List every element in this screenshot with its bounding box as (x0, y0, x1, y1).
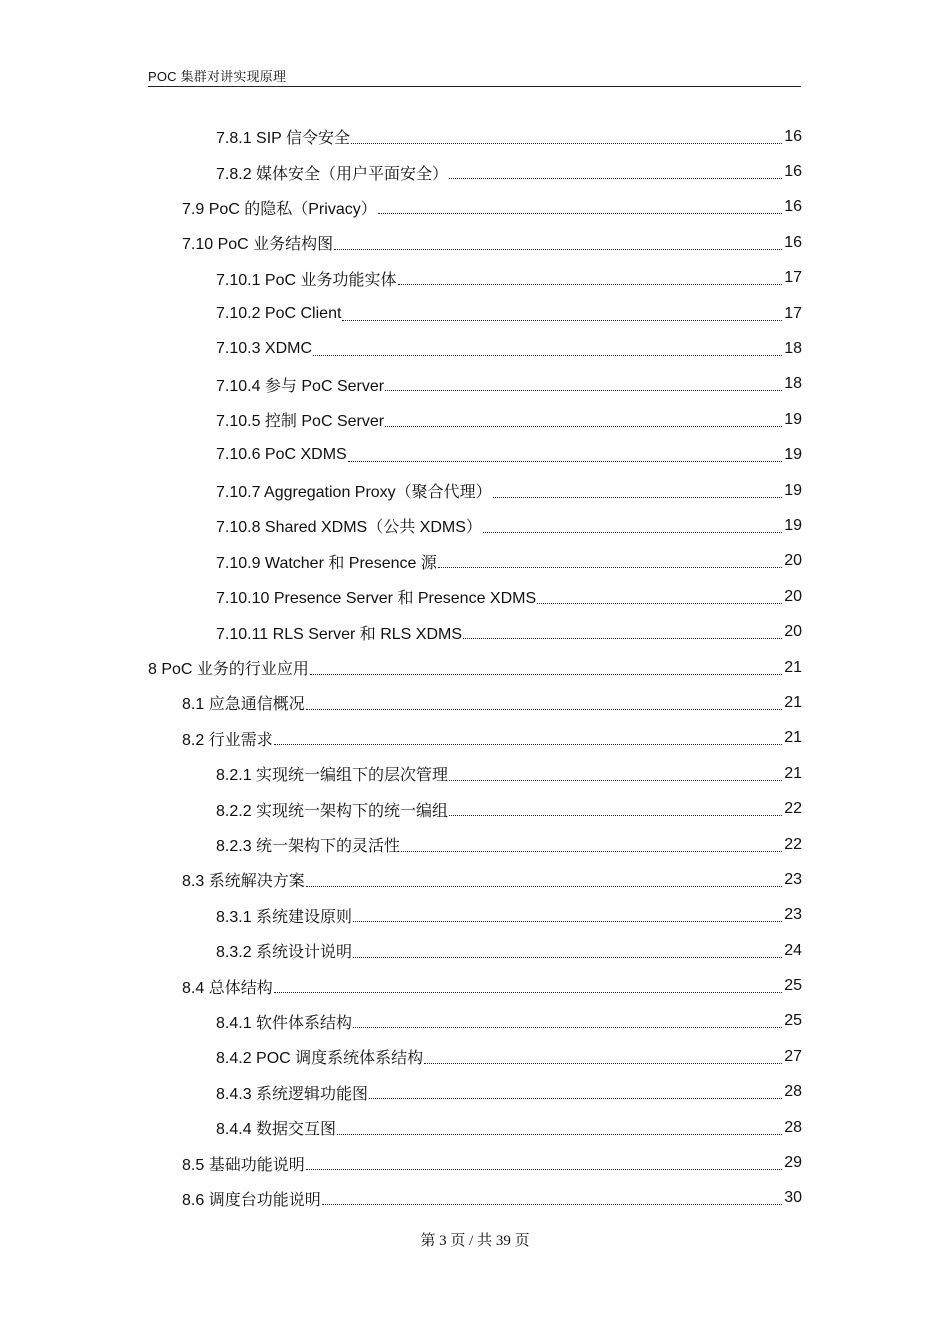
toc-entry-page-number[interactable]: 21 (784, 658, 802, 676)
toc-entry-page-number[interactable]: 29 (784, 1154, 802, 1172)
page-header (148, 64, 801, 87)
toc-entry-page-number[interactable]: 17 (784, 269, 802, 287)
toc-dot-leader (449, 177, 782, 179)
toc-entry[interactable] (148, 1181, 802, 1216)
table-of-contents (148, 119, 802, 1216)
toc-entry-title[interactable]: 7.10.5 控制 PoC Server (216, 413, 385, 431)
toc-entry[interactable] (148, 438, 802, 473)
toc-entry-page-number[interactable]: 19 (784, 446, 802, 464)
toc-entry-title[interactable]: 7.8.1 SIP 信令安全 (216, 130, 350, 148)
toc-dot-leader (306, 885, 783, 887)
toc-entry[interactable] (148, 898, 802, 933)
toc-entry-page-number[interactable]: 23 (784, 870, 802, 888)
toc-entry[interactable] (148, 614, 802, 649)
toc-entry[interactable] (148, 1075, 802, 1110)
toc-entry-title[interactable]: 7.10.6 PoC XDMS (216, 446, 347, 464)
toc-dot-leader (463, 637, 782, 639)
toc-entry[interactable] (148, 1004, 802, 1039)
toc-entry-page-number[interactable]: 19 (784, 481, 802, 499)
toc-entry-page-number[interactable]: 21 (784, 693, 802, 711)
toc-dot-leader (385, 425, 782, 427)
toc-dot-leader (483, 531, 782, 533)
toc-dot-leader (353, 956, 782, 958)
toc-entry-page-number[interactable]: 16 (784, 127, 802, 145)
toc-entry-title[interactable]: 8.4.1 软件体系结构 (216, 1014, 353, 1032)
toc-entry-page-number[interactable]: 20 (784, 552, 802, 570)
toc-dot-leader (348, 460, 782, 462)
toc-entry-page-number[interactable]: 27 (784, 1047, 802, 1065)
toc-entry-page-number[interactable]: 22 (784, 835, 802, 853)
toc-entry-title[interactable]: 7.8.2 媒体安全（用户平面安全） (216, 165, 449, 183)
toc-entry[interactable] (148, 650, 802, 685)
toc-dot-leader (353, 1026, 782, 1028)
toc-entry-title[interactable]: 7.9 PoC 的隐私（Privacy） (182, 200, 377, 218)
toc-entry-title[interactable]: 8.5 基础功能说明 (182, 1156, 305, 1174)
toc-entry-title[interactable]: 8.2.1 实现统一编组下的层次管理 (216, 767, 449, 785)
toc-entry-title[interactable]: 8 PoC 业务的行业应用 (148, 661, 309, 679)
toc-entry-title[interactable]: 7.10.9 Watcher 和 Presence 源 (216, 554, 437, 572)
toc-entry-page-number[interactable]: 19 (784, 516, 802, 534)
page-footer: 第 3 页 / 共 39 页 (420, 1233, 530, 1249)
toc-dot-leader (378, 212, 782, 214)
toc-dot-leader (334, 248, 782, 250)
toc-dot-leader (310, 673, 782, 675)
toc-entry-title[interactable]: 8.3.1 系统建设原则 (216, 908, 353, 926)
toc-entry-title[interactable]: 8.4.4 数据交互图 (216, 1121, 337, 1139)
toc-entry-title[interactable]: 8.4 总体结构 (182, 979, 273, 997)
toc-entry[interactable] (148, 1145, 802, 1180)
toc-entry-title[interactable]: 7.10.1 PoC 业务功能实体 (216, 271, 397, 289)
toc-entry-title[interactable]: 8.2 行业需求 (182, 731, 273, 749)
toc-entry[interactable] (148, 968, 802, 1003)
toc-entry-title[interactable]: 8.1 应急通信概况 (182, 696, 305, 714)
toc-entry[interactable] (148, 1110, 802, 1145)
toc-entry[interactable] (148, 721, 802, 756)
toc-entry-page-number[interactable]: 28 (784, 1118, 802, 1136)
toc-entry[interactable] (148, 791, 802, 826)
toc-entry[interactable] (148, 685, 802, 720)
toc-entry-page-number[interactable]: 24 (784, 941, 802, 959)
toc-entry[interactable] (148, 827, 802, 862)
toc-entry[interactable] (148, 367, 802, 402)
toc-entry[interactable] (148, 508, 802, 543)
toc-entry-title[interactable]: 7.10.3 XDMC (216, 340, 313, 358)
toc-entry-page-number[interactable]: 18 (784, 375, 802, 393)
toc-entry-page-number[interactable]: 21 (784, 729, 802, 747)
toc-entry-title[interactable]: 7.10.2 PoC Client (216, 304, 342, 322)
toc-entry-page-number[interactable]: 25 (784, 977, 802, 995)
toc-entry-page-number[interactable]: 20 (784, 623, 802, 641)
toc-entry[interactable] (148, 756, 802, 791)
toc-dot-leader (537, 602, 782, 604)
toc-entry-page-number[interactable]: 23 (784, 906, 802, 924)
toc-entry-page-number[interactable]: 20 (784, 587, 802, 605)
toc-dot-leader (306, 1168, 783, 1170)
toc-dot-leader (493, 496, 783, 498)
toc-entry[interactable] (148, 473, 802, 508)
toc-dot-leader (351, 142, 782, 144)
toc-entry[interactable] (148, 579, 802, 614)
toc-entry-page-number[interactable]: 21 (784, 764, 802, 782)
toc-dot-leader (398, 283, 783, 285)
toc-entry-page-number[interactable]: 16 (784, 233, 802, 251)
toc-entry-page-number[interactable]: 28 (784, 1083, 802, 1101)
toc-dot-leader (353, 920, 782, 922)
toc-entry[interactable] (148, 402, 802, 437)
toc-dot-leader (313, 354, 782, 356)
toc-entry-title[interactable]: 8.2.3 统一架构下的灵活性 (216, 838, 401, 855)
toc-entry-title[interactable]: 7.10.7 Aggregation Proxy（聚合代理） (216, 484, 492, 502)
toc-entry-title[interactable]: 7.10.4 参与 PoC Server (216, 377, 385, 395)
toc-entry[interactable] (148, 331, 802, 366)
toc-entry-page-number[interactable]: 22 (784, 800, 802, 818)
toc-entry-page-number[interactable]: 30 (784, 1189, 802, 1207)
toc-dot-leader (385, 389, 782, 391)
toc-dot-leader (369, 1097, 782, 1099)
toc-entry-page-number[interactable]: 18 (784, 340, 802, 358)
toc-entry-title[interactable]: 8.2.2 实现统一架构下的统一编组 (216, 802, 449, 820)
toc-entry-title[interactable]: 8.6 调度台功能说明 (182, 1191, 321, 1209)
toc-dot-leader (401, 850, 782, 852)
toc-dot-leader (274, 991, 783, 993)
toc-entry-page-number[interactable]: 16 (784, 198, 802, 216)
toc-dot-leader (424, 1062, 782, 1064)
toc-entry[interactable] (148, 933, 802, 968)
toc-entry[interactable] (148, 190, 802, 225)
toc-entry-title[interactable]: 8.3 系统解决方案 (182, 873, 305, 891)
toc-dot-leader (322, 1203, 783, 1205)
toc-entry[interactable] (148, 544, 802, 579)
toc-entry-page-number[interactable]: 17 (784, 304, 802, 322)
toc-dot-leader (337, 1133, 782, 1135)
toc-entry[interactable] (148, 862, 802, 897)
toc-entry-title[interactable]: 7.10.8 Shared XDMS（公共 XDMS） (216, 519, 482, 537)
toc-dot-leader (449, 779, 782, 781)
toc-dot-leader (306, 708, 783, 710)
toc-entry[interactable] (148, 225, 802, 260)
toc-dot-leader (342, 319, 782, 321)
toc-entry-title[interactable]: 7.10.11 RLS Server 和 RLS XDMS (216, 625, 463, 643)
toc-entry-title[interactable]: 8.4.3 系统逻辑功能图 (216, 1085, 369, 1103)
toc-entry[interactable] (148, 119, 802, 154)
toc-dot-leader (274, 743, 783, 745)
toc-entry[interactable] (148, 1039, 802, 1074)
toc-entry-title[interactable]: 8.4.2 POC 调度系统体系结构 (216, 1050, 424, 1068)
toc-entry-page-number[interactable]: 19 (784, 410, 802, 428)
toc-entry-page-number[interactable]: 25 (784, 1012, 802, 1030)
toc-entry[interactable] (148, 296, 802, 331)
toc-entry[interactable] (148, 154, 802, 189)
toc-entry-page-number[interactable]: 16 (784, 163, 802, 181)
toc-entry[interactable] (148, 261, 802, 296)
toc-entry-title[interactable]: 7.10 PoC 业务结构图 (182, 236, 334, 254)
toc-entry-title[interactable]: 7.10.10 Presence Server 和 Presence XDMS (216, 590, 537, 608)
toc-dot-leader (449, 814, 782, 816)
document-title: POC 集群对讲实现原理 (148, 69, 287, 84)
toc-entry-title[interactable]: 8.3.2 系统设计说明 (216, 944, 353, 962)
toc-dot-leader (438, 566, 782, 568)
